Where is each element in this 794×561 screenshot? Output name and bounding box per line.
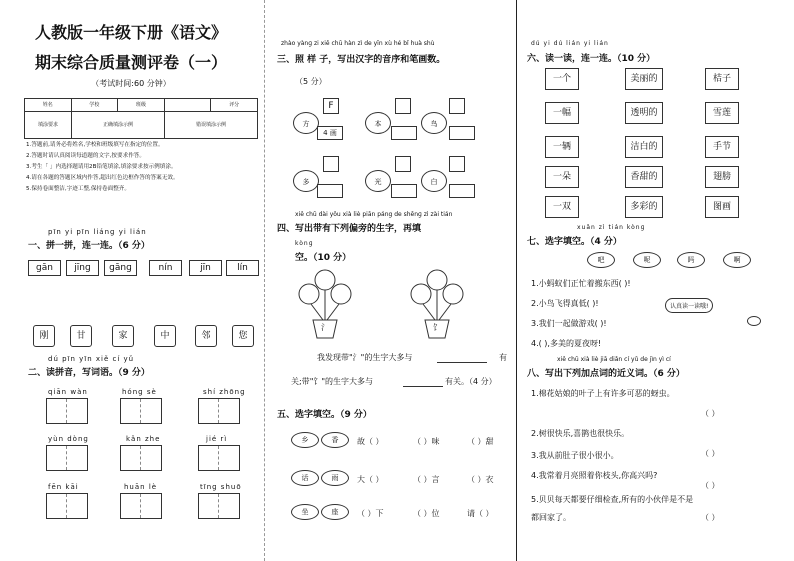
bee-icon [747, 316, 761, 326]
info-name: 姓名 [25, 99, 72, 111]
q6-middle-item[interactable]: 香甜的 [625, 166, 663, 188]
note-item: 3.考生「 」内选择题请用2B铅笔填涂,填涂要求按示例填涂。 [26, 164, 177, 170]
info-correct-example: 正确填涂示例 [72, 112, 165, 138]
q7-item: 4.( ),多美的夏夜呀! [531, 339, 602, 348]
q4-pinyin2: kònɡ [295, 240, 314, 247]
q7-option: 啊 [723, 252, 751, 268]
q4-blank1[interactable] [437, 362, 487, 363]
q3-letter-box[interactable] [395, 98, 411, 114]
q1-pinyin: pīn yi pīn liánɡ yi lián [48, 228, 147, 236]
q2-word-pinyin: kǎn zhe [126, 435, 161, 443]
q7-item: 3.我们一起做游戏( )! [531, 319, 607, 328]
info-fill-req: 填涂要求 [25, 112, 72, 138]
q8-item: 4.我常着月亮照着你枝头,你高兴吗? [531, 471, 658, 480]
q8-answer[interactable]: （ ） [701, 513, 720, 522]
q8-title: 八、写出下列加点词的近义词。（6 分） [527, 369, 685, 379]
q1-syllable: nín [149, 260, 182, 276]
q5-apple: 话 [291, 470, 319, 486]
q2-title: 二、读拼音，写词语。（9 分） [28, 368, 150, 378]
q6-right-item[interactable]: 手节 [705, 136, 739, 158]
column-middle [264, 0, 516, 561]
q1-char: 您 [232, 325, 254, 347]
q1-syllable: ɡānɡ [104, 260, 137, 276]
q3-stroke-box[interactable] [449, 126, 475, 140]
q3-letter-box[interactable] [449, 98, 465, 114]
q4-pinyin: xiě chū dài yǒu xià liè piān páng de shēnɡ zì zài tián [295, 211, 453, 218]
q1-syllable: ɡān [28, 260, 61, 276]
q8-answer[interactable]: （ ） [701, 409, 720, 418]
q3-stroke-box[interactable] [391, 126, 417, 140]
q3-example-strokes: 4 画 [317, 126, 343, 140]
q5-apple: 香 [321, 432, 349, 448]
q8-pinyin: xiě chū xià liè jiā diǎn cí yǔ de jìn yì cí [557, 356, 671, 363]
q2-answer-grid[interactable] [46, 398, 88, 424]
q5-blank[interactable]: （ ）衣 [467, 475, 494, 484]
q3-example-letter: F [323, 98, 339, 114]
exam-title: 人教版一年级下册《语文》 [34, 23, 227, 42]
q7-pinyin: xuǎn zì tián kònɡ [577, 224, 646, 231]
q4-title: 四、写出带有下列偏旁的生字，再填 [277, 224, 422, 234]
info-wrong-example: 错误填涂示例 [195, 122, 226, 128]
q2-word-pinyin: qiān wàn [48, 388, 88, 396]
q3-letter-box[interactable] [395, 156, 411, 172]
note-item: 1.答题前,请务必将姓名,学校和班级填写在指定的位置。 [26, 142, 164, 148]
q2-answer-grid[interactable] [120, 445, 162, 471]
q4-vase-radical: 氵 [321, 323, 329, 332]
note-item: 4.请在各题的答题区域内作答,超出红色边框作答的答案无效。 [26, 175, 179, 181]
q4-vase-radical: 饣 [433, 323, 441, 332]
q1-char: 甘 [70, 325, 92, 347]
q2-word-pinyin: hónɡ sè [122, 388, 157, 396]
q7-title: 七、选字填空。（4 分） [527, 237, 622, 247]
q6-pinyin: dú yi dú lián yi lián [531, 40, 609, 47]
q3-stroke-box[interactable] [317, 184, 343, 198]
q6-right-item[interactable]: 雪莲 [705, 102, 739, 124]
q7-callout: 认真读一读哦! [665, 298, 713, 313]
q6-right-item[interactable]: 翅膀 [705, 166, 739, 188]
q2-word-pinyin: huān lè [124, 483, 158, 491]
q6-middle-item[interactable]: 美丽的 [625, 68, 663, 90]
q3-stroke-box[interactable] [449, 184, 475, 198]
q5-blank[interactable]: （ ）甜 [467, 437, 494, 446]
q6-right-item[interactable]: 图画 [705, 196, 739, 218]
q5-apple: 座 [321, 504, 349, 520]
q1-char: 家 [112, 325, 134, 347]
q6-title: 六、读一读，连一连。（10 分） [527, 54, 656, 64]
q2-word-pinyin: fēn kāi [48, 483, 79, 491]
q3-stroke-box[interactable] [391, 184, 417, 198]
q5-blank[interactable]: （ ）味 [413, 437, 440, 446]
q5-blank[interactable]: 故（ ） [357, 437, 384, 446]
q8-item: 都回家了。 [531, 513, 571, 522]
q3-letter-box[interactable] [449, 156, 465, 172]
q8-answer[interactable]: （ ） [701, 481, 720, 490]
column-left [0, 0, 262, 561]
q6-right-item[interactable]: 桔子 [705, 68, 739, 90]
q7-option: 吧 [587, 252, 615, 268]
q6-middle-item[interactable]: 洁白的 [625, 136, 663, 158]
q3-flower: 白 [421, 170, 447, 192]
q7-item: 1.小蚂蚁们正忙着搬东西( )! [531, 279, 631, 288]
q1-char: 中 [154, 325, 176, 347]
q4-sentence1: 我发现带"氵"的生字大多与 [317, 353, 413, 362]
q1-syllable: jīn [189, 260, 222, 276]
q8-answer[interactable]: （ ） [701, 449, 720, 458]
q4-sentence1b: 有 [499, 353, 507, 362]
q2-pinyin: dú pīn yīn xiě cí yǔ [48, 355, 135, 363]
q3-flower: 鸟 [421, 112, 447, 134]
q3-title: 三、照 样 子，写出汉字的音序和笔画数。 [277, 55, 446, 65]
notes-list [26, 140, 258, 195]
q7-item: 2.小鸟飞得真低( )! [531, 299, 599, 308]
q1-syllable: lín [226, 260, 259, 276]
q5-apple: 坐 [291, 504, 319, 520]
q2-answer-grid[interactable] [120, 398, 162, 424]
q8-item: 3.我从前肚子很小很小。 [531, 451, 619, 460]
q2-answer-grid[interactable] [46, 493, 88, 519]
note-item: 2.答题时请认真阅读每道题的文字,按要求作答。 [26, 153, 145, 159]
info-class: 班级 [118, 99, 165, 111]
q2-answer-grid[interactable] [120, 493, 162, 519]
q1-char: 邻 [195, 325, 217, 347]
q3-flower: 多 [293, 170, 319, 192]
note-item: 5.保持卷面整洁,字迹工整,保持卷面整齐。 [26, 186, 130, 192]
q3-pinyin: zhào yànɡ zi xiě chū hàn zì de yīn xù hé bǐ huà shù [281, 40, 435, 47]
q8-item: 2.树很快乐,喜鹊也很快乐。 [531, 429, 630, 438]
exam-time: （考试时间:60 分钟） [91, 79, 171, 88]
q1-title: 一、拼一拼，连一连。（6 分） [28, 241, 150, 251]
q5-blank[interactable]: （ ）下 [357, 509, 384, 518]
q6-left-item[interactable]: 一朵 [545, 166, 579, 188]
q5-blank[interactable]: 大（ ） [357, 475, 384, 484]
info-table [24, 98, 258, 139]
q4-sentence2: 关;带"饣"的生字大多与 [291, 377, 374, 386]
q6-left-item[interactable]: 一个 [545, 68, 579, 90]
q3-flower: 光 [365, 170, 391, 192]
q5-apple: 乡 [291, 432, 319, 448]
q7-option: 吗 [677, 252, 705, 268]
q2-word-pinyin: shí zhōnɡ [203, 388, 246, 396]
q6-left-item[interactable]: 一幅 [545, 102, 579, 124]
q5-title: 五、选字填空。（9 分） [277, 410, 372, 420]
q1-char: 刚 [33, 325, 55, 347]
q5-apple: 雨 [321, 470, 349, 486]
q6-left-item[interactable]: 一双 [545, 196, 579, 218]
q2-word-pinyin: yùn dònɡ [48, 435, 89, 443]
q2-word-pinyin: tīnɡ shuō [200, 483, 242, 491]
q4-title2: 空。（10 分） [295, 253, 352, 263]
q3-flower: 方 [293, 112, 319, 134]
q3-letter-box[interactable] [323, 156, 339, 172]
q6-left-item[interactable]: 一辆 [545, 136, 579, 158]
q5-blank[interactable]: 请（ ） [467, 509, 494, 518]
q7-option: 呢 [633, 252, 661, 268]
info-blank [165, 99, 212, 111]
q6-middle-item[interactable]: 透明的 [625, 102, 663, 124]
q8-item: 1.棉花姑娘的叶子上有许多可恶的蚜虫。 [531, 389, 675, 398]
q5-blank[interactable]: （ ）言 [413, 475, 440, 484]
q4-blank2[interactable] [403, 386, 443, 387]
q6-middle-item[interactable]: 多彩的 [625, 196, 663, 218]
q2-word-pinyin: jié rì [206, 435, 228, 443]
info-score: 评分 [229, 102, 240, 108]
q2-answer-grid[interactable] [198, 398, 240, 424]
q4-sentence2b: 有关。（4 分） [445, 377, 497, 386]
q3-score: （5 分） [295, 77, 327, 86]
q2-answer-grid[interactable] [46, 445, 88, 471]
q8-item: 5.贝贝每天都要仔细检查,所有的小伙伴是不是 [531, 495, 694, 504]
q3-flower: 本 [365, 112, 391, 134]
q1-syllable: jīnɡ [66, 260, 99, 276]
q2-answer-grid[interactable] [198, 493, 240, 519]
info-school: 学校 [72, 99, 119, 111]
q2-answer-grid[interactable] [198, 445, 240, 471]
q5-blank[interactable]: （ ）位 [413, 509, 440, 518]
exam-subtitle: 期末综合质量测评卷（一） [34, 53, 227, 72]
column-right [516, 0, 794, 561]
